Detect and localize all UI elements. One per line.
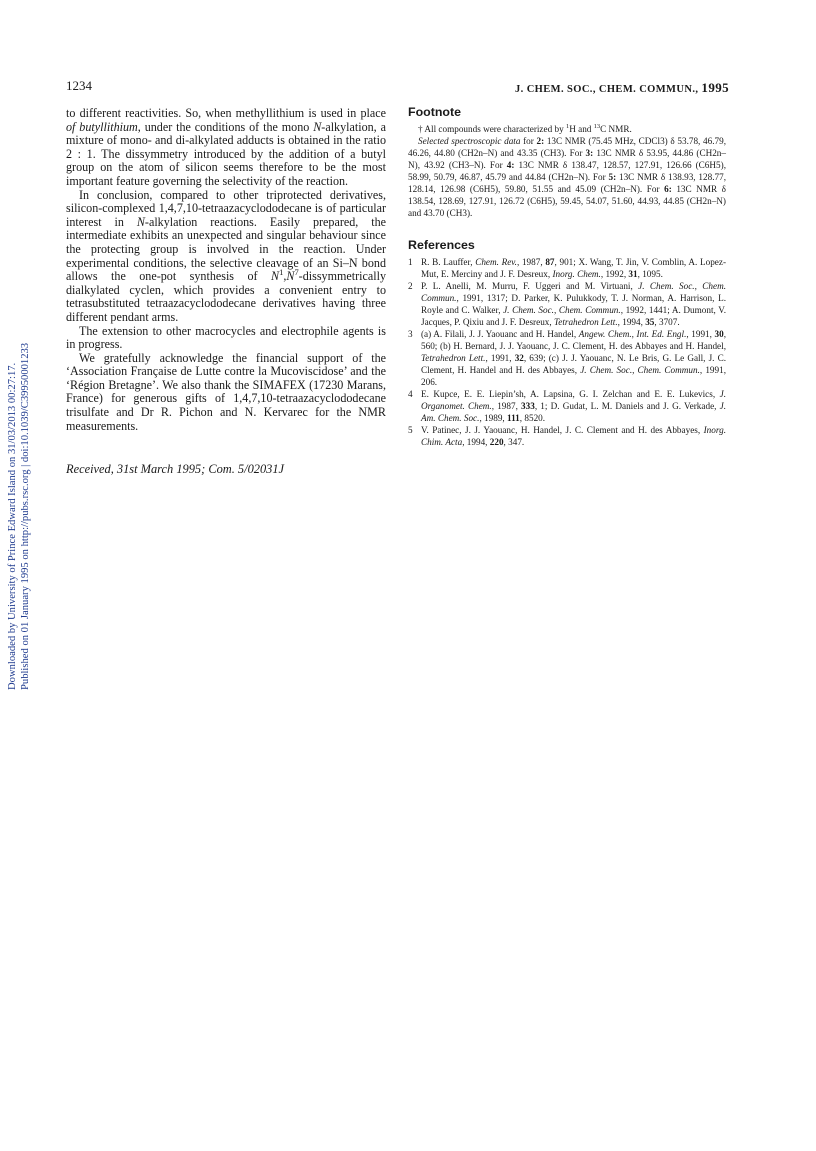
body-text-column — [66, 107, 386, 433]
reference-list — [408, 256, 726, 448]
journal-header — [515, 80, 729, 96]
publication-stamp-line[interactable]: Published on 01 January 1995 on http://pubs.rsc.org | doi:10.1039/C39950001233 — [20, 342, 31, 690]
download-stamp-line: Downloaded by University of Prince Edward Island on 31/03/2013 00:27:17. — [7, 362, 18, 690]
reference-item: 3 (a) A. Filali, J. J. Yaouanc and H. Handel, Angew. Chem., Int. Ed. Engl., 1991, 30, 560; (b) H. Bernard, J. J. Yaouanc, J. C. Clement, H. des Abbayes and H. Handel, Tetrahedron Lett., 1991, 32, 639; (c) J. J. Yaouanc, N. Le Bris, G. Le Gall, J. C. Clement, H. Handel and H. des Abbayes, J. Chem. Soc., Chem. Commun., 1991, 206. — [408, 329, 726, 387]
received-line: Received, 31st March 1995; Com. 5/02031J — [66, 462, 285, 476]
paragraph-acknowledgements: We gratefully acknowledge the financial support of the ‘Association Française de Lutte contre la Mucoviscidose’ and the ‘Région Bretagne’. We also thank the SIMAFEX (17230 Marans, France) for generous gifts of 1,4,7,10-tetraazacyclododecane trisulfate and Dr R. Pichon and N. Kervarec for the NMR measurements. — [66, 350, 386, 433]
reference-item: 1 R. B. Lauffer, Chem. Rev., 1987, 87, 901; X. Wang, T. Jin, V. Comblin, A. Lopez-Mut, E. Merciny and J. F. Desreux, Inorg. Chem., 1992, 31, 1095. — [408, 257, 727, 279]
paragraph-conclusion: In conclusion, compared to other triprotected derivatives, silicon-complexed 1,4,7,10-tetraazacyclododecane is of particular interest in N-alkylation reactions. Easily prepared, the intermediate exhibits an unexpected and singular behaviour since the protecting group is involved in the reaction. Under experimental conditions, the selective cleavage of an Si–N bond allows the one-pot synthesis of $N^1,N^7$-dissymmetrically dialkylated cyclen, which provides a convenient entry to tetrasubstituted tetraazacyclododecane derivatives having three different pendant arms. — [66, 187, 386, 324]
reference-item: 5 V. Patinec, J. J. Yaouanc, H. Handel, J. C. Clement and H. des Abbayes, Inorg. Chim. Acta, 1994, 220, 347. — [408, 425, 726, 447]
footnote-dagger: † All compounds were characterized by $^1$H and $^{13}$C NMR. — [418, 122, 632, 134]
footnote-spectroscopic-data: Selected spectroscopic data for 2: 13C NMR (75.45 MHz, CDCl3) δ 53.78, 46.79, 46.26, 44.80 (CH2n–N) and 43.35 (CH3). For 3: 13C NMR δ 53.95, 44.86 (CH2n–N), 43.92 (CH3–N). For 4: 13C NMR δ 138.47, 128.57, 127.91, 126.66 (C6H5), 58.99, 50.79, 46.87, 45.79 and 44.84 (CH2n–N). For 5: 13C NMR δ 138.93, 128.77, 128.14, 126.98 (C6H5), 59.80, 51.55 and 45.09 (CH2n–N). For 6: 13C NMR δ 138.54, 128.69, 127.91, 126.72 (C6H5), 59.45, 54.07, 51.60, 44.93, 44.85 (CH2n–N) and 43.70 (CH3). — [408, 136, 726, 218]
journal-name: J. CHEM. SOC., CHEM. COMMUN., — [515, 84, 699, 95]
page-number: 1234 — [66, 78, 92, 93]
journal-year: 1995 — [701, 80, 730, 95]
paragraph-outlook: The extension to other macrocycles and electrophile agents is in progress. — [66, 323, 386, 352]
references-title: References — [408, 238, 475, 252]
paragraph-continuation: to different reactivities. So, when methyllithium is used in place of butyllithium, under the conditions of the mono N-alkylation, a mixture of mono- and di-alkylated adducts is obtained in the ratio 2 : 1. The dissymmetry introduced by the addition of a butyl group on the atom of silicon seems therefore to be the most important feature governing the selectivity of the reaction. — [66, 106, 386, 188]
reference-item: 4 E. Kupce, E. E. Liepin’sh, A. Lapsina, G. I. Zelchan and E. E. Lukevics, J. Organomet. Chem., 1987, 333, 1; D. Gudat, L. M. Daniels and J. G. Verkade, J. Am. Chem. Soc., 1989, 111, 8520. — [408, 389, 726, 423]
footnote-title: Footnote — [408, 105, 461, 119]
notes-column — [408, 106, 726, 448]
reference-item: 2 P. L. Anelli, M. Murru, F. Uggeri and M. Virtuani, J. Chem. Soc., Chem. Commun., 1991, 1317; D. Parker, K. Pulukkody, T. J. Norman, A. Harrison, L. Royle and C. Walker, J. Chem. Soc., Chem. Commun., 1992, 1441; A. Dumont, V. Jacques, P. Qixiu and J. F. Desreux, Tetrahedron Lett., 1994, 35, 3707. — [408, 281, 726, 327]
download-stamp — [6, 310, 32, 690]
